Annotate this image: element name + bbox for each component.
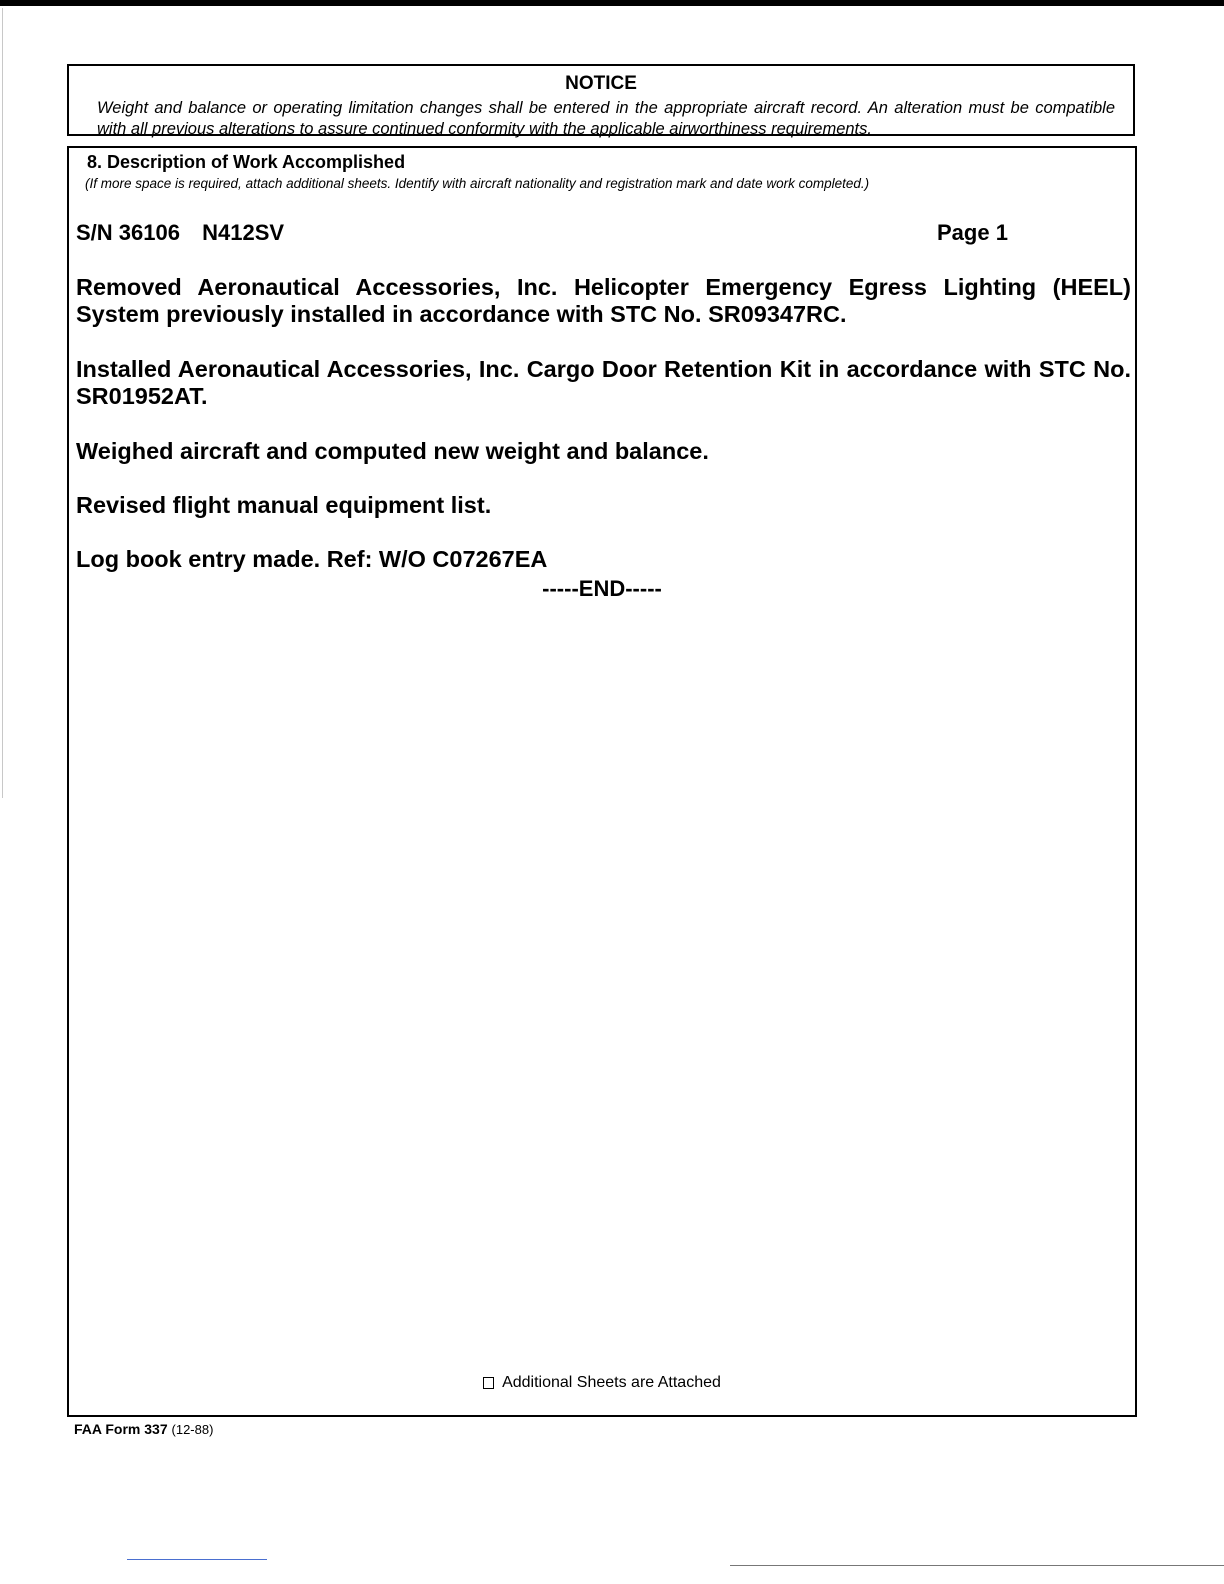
section-heading: 8. Description of Work Accomplished: [87, 152, 406, 172]
notice-text: Weight and balance or operating limitation changes shall be entered in the appropriate aircraft record. An alteration must be compatible with all previous alterations to assure continued conformity with the applicable airworthiness requirements.: [97, 99, 1115, 138]
form-revision: (12-88): [171, 1422, 214, 1437]
footer-rule: [730, 1565, 1224, 1566]
additional-sheets-checkbox[interactable]: [483, 1377, 494, 1389]
work-entry-installation: Installed Aeronautical Accessories, Inc. Cargo Door Retention Kit in accordance with STC No. SR01952AT.: [76, 356, 1131, 409]
top-rule: [0, 0, 1224, 6]
additional-sheets-field: [69, 1374, 1135, 1392]
work-entry-removal: Removed Aeronautical Accessories, Inc. Helicopter Emergency Egress Lighting (HEEL) System previously installed in accordance with STC No. SR09347RC.: [76, 274, 1131, 327]
notice-title: NOTICE: [565, 73, 637, 94]
work-description-box: [67, 146, 1137, 1417]
aircraft-identification: [76, 220, 300, 246]
end-marker: -----END-----: [542, 576, 662, 601]
section-instructions: (If more space is required, attach additional sheets. Identify with aircraft nationality and registration mark and date work completed.): [85, 176, 870, 191]
form-identifier: [74, 1421, 213, 1437]
footer-line: [127, 1559, 267, 1560]
form-name: FAA Form 337: [74, 1421, 168, 1437]
work-entry-logbook: Log book entry made. Ref: W/O C07267EA: [76, 546, 548, 572]
registration-mark: N412SV: [202, 220, 285, 245]
notice-box: [67, 64, 1135, 136]
work-entry-flight-manual: Revised flight manual equipment list.: [76, 492, 492, 518]
serial-number: S/N 36106: [76, 220, 180, 245]
additional-sheets-label: Additional Sheets are Attached: [502, 1374, 721, 1391]
page-number: Page 1: [937, 220, 1008, 245]
scan-edge: [2, 8, 3, 798]
work-entry-weighing: Weighed aircraft and computed new weight and balance.: [76, 438, 709, 464]
